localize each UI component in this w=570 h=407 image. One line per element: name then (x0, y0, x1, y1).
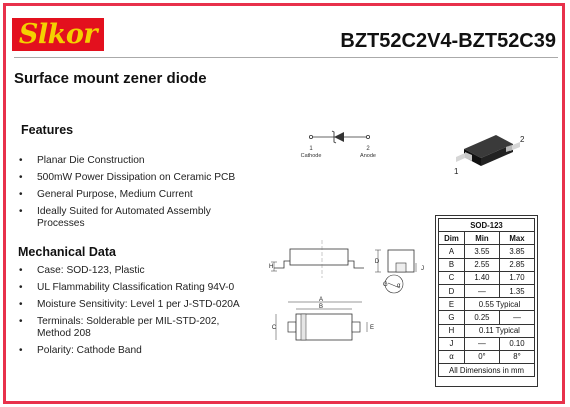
top-view-drawing (266, 294, 376, 354)
list-item: • Planar Die Construction (18, 155, 235, 167)
end-view-drawing (370, 238, 432, 308)
package-3d-image (448, 130, 533, 180)
list-item: • Ideally Suited for Automated Assembly Processes (18, 206, 235, 230)
features-heading: Features (21, 123, 74, 137)
list-item: • Terminals: Solderable per MIL-STD-202, Method 208 (18, 316, 240, 340)
table-row: α 0° 8° (439, 350, 535, 363)
pin2-label: 2 (520, 135, 525, 144)
dimension-table (438, 218, 535, 377)
header-divider (14, 57, 558, 58)
table-row: G 0.25 — (439, 311, 535, 324)
list-item: • General Purpose, Medium Current (18, 189, 235, 201)
table-row: B 2.55 2.85 (439, 258, 535, 271)
dim-label-G: G (383, 282, 388, 288)
table-footer: All Dimensions in mm (439, 364, 535, 377)
pin2-label: 2 (366, 146, 370, 152)
dim-label-C: C (271, 325, 277, 331)
table-header: Dim (439, 232, 465, 245)
table-row: E 0.55 Typical (439, 298, 535, 311)
page-subtitle: Surface mount zener diode (14, 70, 207, 87)
table-row: J — 0.10 (439, 337, 535, 350)
table-header: Max (499, 232, 534, 245)
table-row: H 0.11 Typical (439, 324, 535, 337)
list-item: • Moisture Sensitivity: Level 1 per J-STD-020A (18, 299, 240, 311)
list-item: • 500mW Power Dissipation on Ceramic PCB (18, 172, 235, 184)
cathode-label: Cathode (300, 153, 322, 159)
table-row: C 1.40 1.70 (439, 271, 535, 284)
mechanical-heading: Mechanical Data (18, 245, 116, 259)
side-view-drawing (266, 238, 376, 283)
pin1-label: 1 (454, 167, 459, 176)
list-item: • Polarity: Cathode Band (18, 345, 240, 357)
dim-label-J: J (421, 266, 424, 272)
table-row: D — 1.35 (439, 284, 535, 297)
dim-label-H: H (269, 264, 274, 270)
mechanical-list (18, 265, 240, 362)
anode-label: Anode (360, 153, 376, 159)
part-number: BZT52C2V4-BZT52C39 (340, 30, 556, 52)
pin1-label: 1 (309, 146, 313, 152)
logo-text: Slkor (18, 19, 98, 50)
features-list (18, 155, 235, 235)
brand-logo (12, 18, 104, 51)
list-item: • Case: SOD-123, Plastic (18, 265, 240, 277)
dim-label-D: D (374, 259, 380, 265)
dim-label-alpha: α (397, 283, 401, 289)
table-title: SOD-123 (439, 219, 535, 232)
dim-label-B: B (318, 304, 324, 310)
dim-label-A: A (318, 297, 324, 303)
table-header: Min (464, 232, 499, 245)
diode-symbol (290, 128, 390, 164)
table-row: A 3.55 3.85 (439, 245, 535, 258)
dim-label-E: E (369, 325, 375, 331)
list-item: • UL Flammability Classification Rating 94V-0 (18, 282, 240, 294)
